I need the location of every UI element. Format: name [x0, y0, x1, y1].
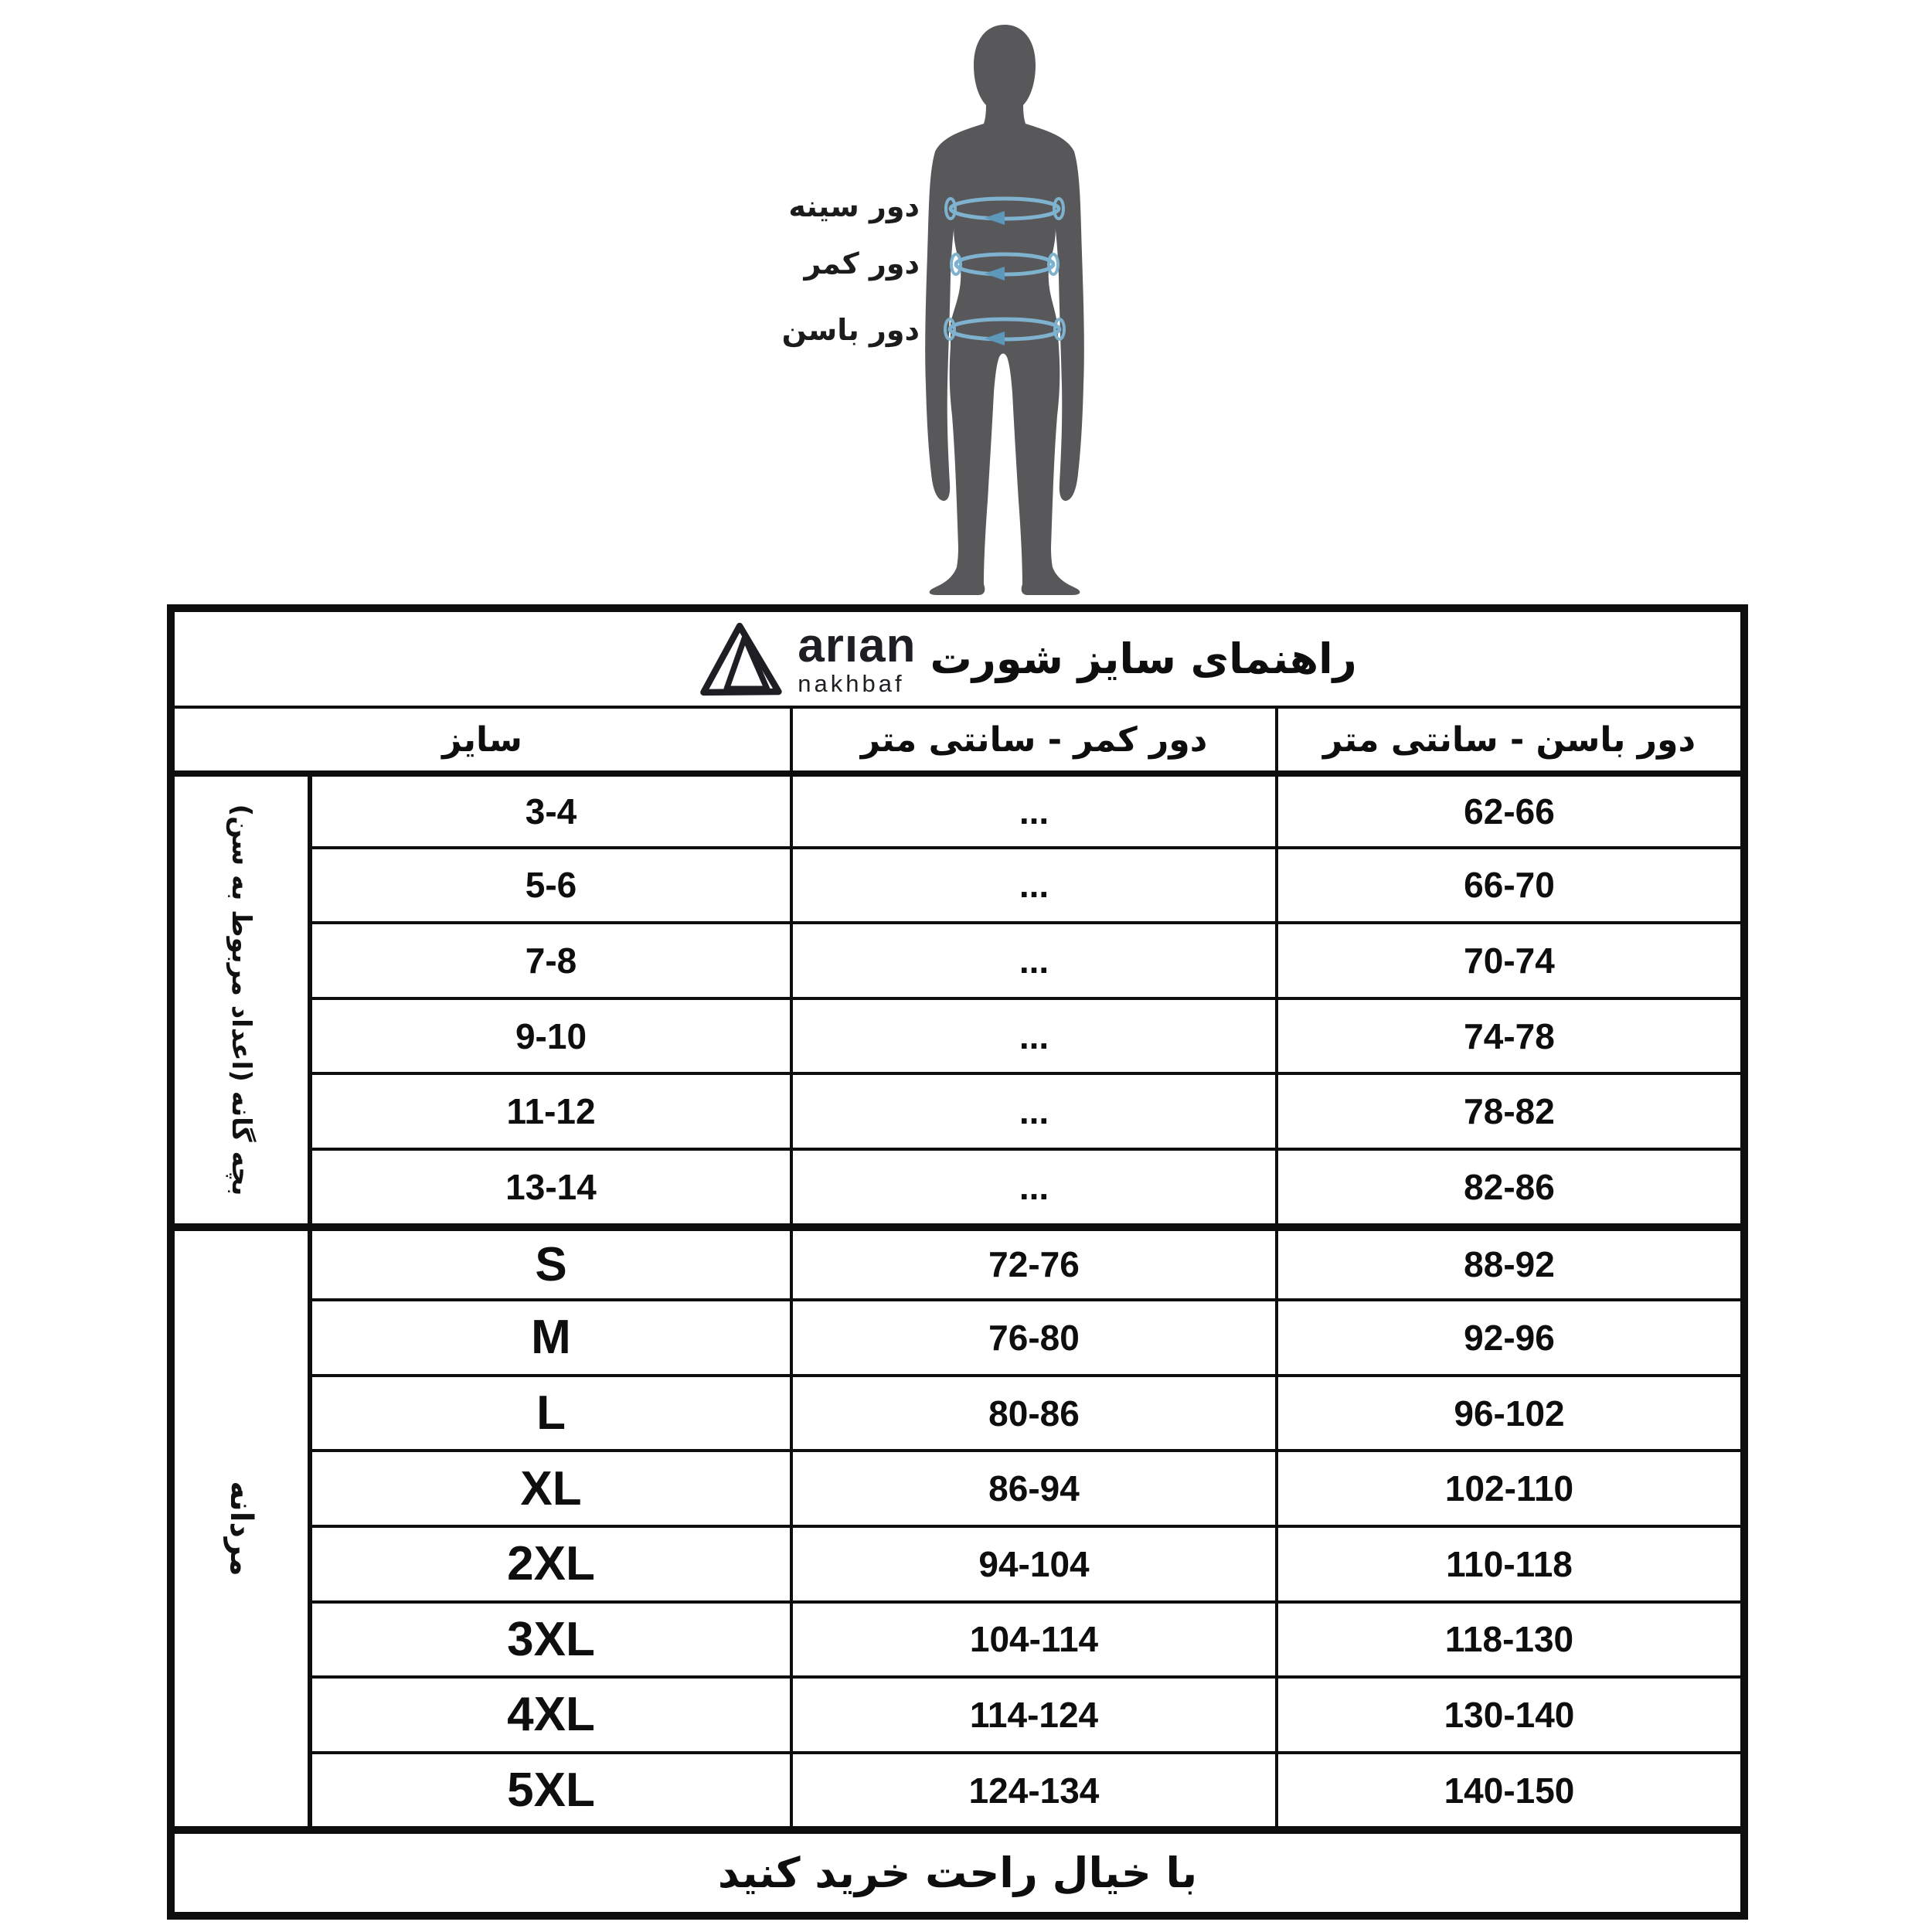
- waist-cell: ...: [790, 770, 1275, 846]
- waist-cell: 86-94: [790, 1449, 1275, 1525]
- hip-cell: 130-140: [1275, 1675, 1740, 1751]
- waist-cell: ...: [790, 846, 1275, 922]
- hip-cell: 118-130: [1275, 1600, 1740, 1676]
- brand-name-bottom: nakhbaf: [798, 670, 905, 697]
- size-cell: L: [308, 1374, 790, 1450]
- size-cell: 3-4: [308, 770, 790, 846]
- size-cell: 3XL: [308, 1600, 790, 1676]
- hip-cell: 66-70: [1275, 846, 1740, 922]
- size-cell: 7-8: [308, 921, 790, 997]
- waist-cell: ...: [790, 1072, 1275, 1148]
- hip-cell: 140-150: [1275, 1751, 1740, 1827]
- size-cell: M: [308, 1298, 790, 1374]
- footer-note: با خیال راحت خرید کنید: [175, 1826, 1740, 1912]
- waist-measure-label: دور کمر: [804, 247, 920, 281]
- chest-measure-label: دور سینه: [788, 189, 920, 223]
- waist-cell: 72-76: [790, 1223, 1275, 1299]
- column-header-waist: دور کمر - سانتی متر: [790, 706, 1275, 770]
- hip-measure-label: دور باسن: [781, 313, 920, 347]
- hip-cell: 102-110: [1275, 1449, 1740, 1525]
- size-cell: 2XL: [308, 1525, 790, 1600]
- table-title-row: [175, 612, 1740, 706]
- children-group-label: بچه گانه (اعداد مربوط به سن): [226, 804, 257, 1196]
- column-header-size: سایز: [175, 706, 790, 770]
- children-group-label-cell: [175, 770, 308, 1223]
- men-group-label-cell: [175, 1223, 308, 1827]
- waist-cell: ...: [790, 921, 1275, 997]
- size-cell: 9-10: [308, 997, 790, 1073]
- size-cell: 11-12: [308, 1072, 790, 1148]
- hip-cell: 62-66: [1275, 770, 1740, 846]
- waist-cell: 124-134: [790, 1751, 1275, 1827]
- waist-cell: 76-80: [790, 1298, 1275, 1374]
- waist-cell: ...: [790, 997, 1275, 1073]
- brand-logo-icon: [697, 619, 784, 699]
- waist-cell: 94-104: [790, 1525, 1275, 1600]
- waist-cell: 80-86: [790, 1374, 1275, 1450]
- brand-name: [798, 619, 917, 697]
- hip-cell: 78-82: [1275, 1072, 1740, 1148]
- hip-cell: 88-92: [1275, 1223, 1740, 1299]
- waist-cell: ...: [790, 1148, 1275, 1223]
- size-cell: 5-6: [308, 846, 790, 922]
- waist-cell: 114-124: [790, 1675, 1275, 1751]
- hip-cell: 92-96: [1275, 1298, 1740, 1374]
- size-table: [167, 604, 1748, 1920]
- size-cell: 13-14: [308, 1148, 790, 1223]
- size-cell: S: [308, 1223, 790, 1299]
- waist-cell: 104-114: [790, 1600, 1275, 1676]
- men-group-label: مردانه: [223, 1481, 259, 1577]
- hip-cell: 74-78: [1275, 997, 1740, 1073]
- brand-name-top: arıan: [798, 619, 917, 672]
- size-cell: 5XL: [308, 1751, 790, 1827]
- size-guide-title: راهنمای سایز شورت: [930, 634, 1357, 683]
- column-header-hip: دور باسن - سانتی متر: [1275, 706, 1740, 770]
- hip-cell: 96-102: [1275, 1374, 1740, 1450]
- size-cell: 4XL: [308, 1675, 790, 1751]
- size-cell: XL: [308, 1449, 790, 1525]
- hip-cell: 70-74: [1275, 921, 1740, 997]
- hip-cell: 82-86: [1275, 1148, 1740, 1223]
- hip-cell: 110-118: [1275, 1525, 1740, 1600]
